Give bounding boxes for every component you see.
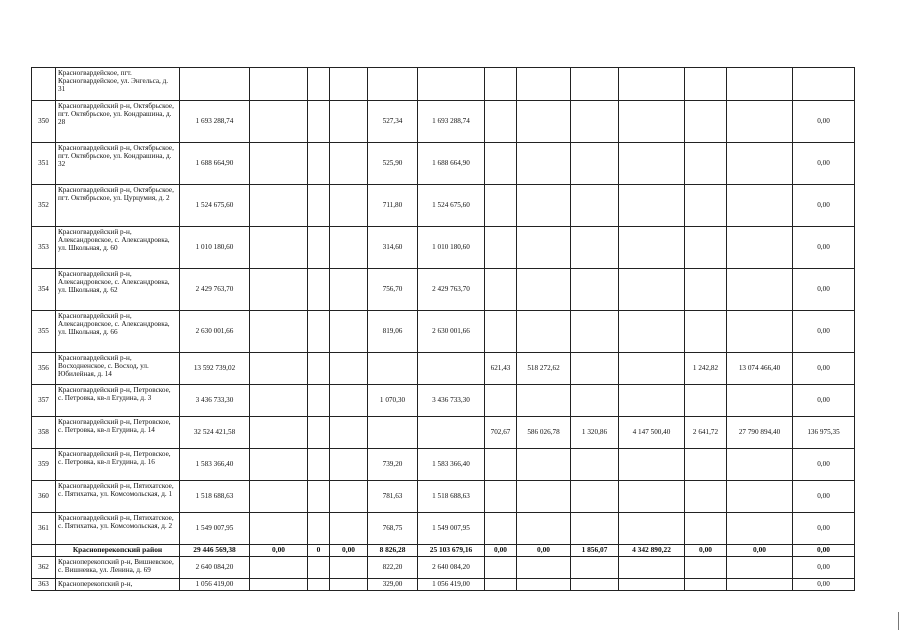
row-number-cell: 354 <box>32 269 56 311</box>
table-row <box>32 579 855 591</box>
value-cell-c4 <box>330 101 368 143</box>
value-cell-c7 <box>485 481 517 513</box>
value-cell-c10 <box>619 68 685 101</box>
value-cell-c4 <box>330 269 368 311</box>
value-cell-c2 <box>250 185 308 227</box>
value-cell-c12: 13 074 466,40 <box>727 353 793 385</box>
value-cell-c1: 1 688 664,90 <box>180 143 250 185</box>
value-cell-c2 <box>250 143 308 185</box>
address-cell: Красногвардейский р-н, Пятихатское, с. Пятихатка, ул. Комсомольская, д. 2 <box>56 513 180 545</box>
row-number-cell: 353 <box>32 227 56 269</box>
value-cell-c10 <box>619 269 685 311</box>
row-number-cell: 355 <box>32 311 56 353</box>
value-cell-c8: 586 026,78 <box>517 417 571 449</box>
address-cell: Красногвардейский р-н, Александровское, с. Александровка, ул. Школьная, д. 62 <box>56 269 180 311</box>
value-cell-c8 <box>517 185 571 227</box>
value-cell-c7 <box>485 385 517 417</box>
value-cell-c8 <box>517 385 571 417</box>
value-cell-c3 <box>308 143 330 185</box>
value-cell-c3 <box>308 101 330 143</box>
value-cell-c7 <box>485 143 517 185</box>
value-cell-c1: 32 524 421,58 <box>180 417 250 449</box>
value-cell-c3 <box>308 557 330 579</box>
value-cell-c1: 29 446 569,38 <box>180 545 250 557</box>
address-cell: Красногвардейский р-н, Октябрьское, пгт. Октябрьское, ул. Кондрашина, д. 32 <box>56 143 180 185</box>
value-cell-c13: 0,00 <box>793 385 855 417</box>
value-cell-c4 <box>330 185 368 227</box>
value-cell-c10: 4 342 890,22 <box>619 545 685 557</box>
value-cell-c9 <box>571 353 619 385</box>
value-cell-c13: 0,00 <box>793 481 855 513</box>
value-cell-c3 <box>308 311 330 353</box>
value-cell-c5: 822,20 <box>368 557 418 579</box>
value-cell-c5: 1 070,30 <box>368 385 418 417</box>
value-cell-c12 <box>727 101 793 143</box>
value-cell-c5: 711,80 <box>368 185 418 227</box>
value-cell-c8 <box>517 143 571 185</box>
value-cell-c9 <box>571 481 619 513</box>
value-cell-c4 <box>330 311 368 353</box>
value-cell-c12 <box>727 227 793 269</box>
value-cell-c1: 1 549 007,95 <box>180 513 250 545</box>
value-cell-c6: 1 688 664,90 <box>418 143 485 185</box>
value-cell-c12 <box>727 513 793 545</box>
value-cell-c7 <box>485 557 517 579</box>
value-cell-c13 <box>793 68 855 101</box>
table-row <box>32 311 855 353</box>
table-row <box>32 385 855 417</box>
value-cell-c2 <box>250 353 308 385</box>
value-cell-c6: 1 549 007,95 <box>418 513 485 545</box>
value-cell-c11 <box>685 579 727 591</box>
value-cell-c10 <box>619 353 685 385</box>
value-cell-c7: 702,67 <box>485 417 517 449</box>
address-cell: Красногвардейский р-н, Петровское, с. Петровка, кв-л Егудина, д. 16 <box>56 449 180 481</box>
value-cell-c6: 1 693 288,74 <box>418 101 485 143</box>
value-cell-c9 <box>571 68 619 101</box>
table-row <box>32 68 855 101</box>
value-cell-c6 <box>418 68 485 101</box>
value-cell-c2 <box>250 557 308 579</box>
value-cell-c3 <box>308 513 330 545</box>
table-row <box>32 557 855 579</box>
value-cell-c4 <box>330 353 368 385</box>
value-cell-c12 <box>727 68 793 101</box>
value-cell-c13: 0,00 <box>793 227 855 269</box>
value-cell-c1: 1 518 688,63 <box>180 481 250 513</box>
value-cell-c9 <box>571 101 619 143</box>
value-cell-c4 <box>330 385 368 417</box>
value-cell-c13: 0,00 <box>793 557 855 579</box>
value-cell-c1: 3 436 733,30 <box>180 385 250 417</box>
address-cell: Красногвардейский р-н, Пятихатское, с. Пятихатка, ул. Комсомольская, д. 1 <box>56 481 180 513</box>
value-cell-c5: 756,70 <box>368 269 418 311</box>
row-number-cell: 361 <box>32 513 56 545</box>
row-number-cell: 356 <box>32 353 56 385</box>
value-cell-c11 <box>685 269 727 311</box>
row-number-cell: 352 <box>32 185 56 227</box>
value-cell-c13: 0,00 <box>793 449 855 481</box>
value-cell-c5: 314,60 <box>368 227 418 269</box>
value-cell-c10 <box>619 557 685 579</box>
value-cell-c5: 527,34 <box>368 101 418 143</box>
value-cell-c7 <box>485 311 517 353</box>
address-cell: Красногвардейский р-н, Александровское, с. Александровка, ул. Школьная, д. 66 <box>56 311 180 353</box>
value-cell-c7 <box>485 513 517 545</box>
value-cell-c5: 739,20 <box>368 449 418 481</box>
row-number-cell: 362 <box>32 557 56 579</box>
table-row <box>32 143 855 185</box>
value-cell-c1: 1 056 419,00 <box>180 579 250 591</box>
value-cell-c7 <box>485 449 517 481</box>
value-cell-c12 <box>727 269 793 311</box>
row-number-cell: 351 <box>32 143 56 185</box>
value-cell-c3 <box>308 185 330 227</box>
value-cell-c7 <box>485 68 517 101</box>
value-cell-c13: 0,00 <box>793 311 855 353</box>
value-cell-c11 <box>685 311 727 353</box>
value-cell-c1: 2 630 001,66 <box>180 311 250 353</box>
value-cell-c6: 1 583 366,40 <box>418 449 485 481</box>
value-cell-c9 <box>571 557 619 579</box>
value-cell-c7 <box>485 185 517 227</box>
value-cell-c13: 0,00 <box>793 185 855 227</box>
value-cell-c13: 0,00 <box>793 101 855 143</box>
value-cell-c9: 1 320,86 <box>571 417 619 449</box>
value-cell-c4 <box>330 449 368 481</box>
value-cell-c4 <box>330 579 368 591</box>
value-cell-c5: 329,00 <box>368 579 418 591</box>
value-cell-c13: 136 975,35 <box>793 417 855 449</box>
table-row <box>32 353 855 385</box>
value-cell-c11 <box>685 481 727 513</box>
value-cell-c11 <box>685 101 727 143</box>
value-cell-c13: 0,00 <box>793 143 855 185</box>
table-row <box>32 513 855 545</box>
row-number-cell: 350 <box>32 101 56 143</box>
value-cell-c4 <box>330 513 368 545</box>
value-cell-c4 <box>330 557 368 579</box>
value-cell-c5 <box>368 417 418 449</box>
value-cell-c2 <box>250 481 308 513</box>
address-cell: Красногвардейский р-н, Октябрьское, пгт. Октябрьское, ул. Кондрашина, д. 28 <box>56 101 180 143</box>
value-cell-c9: 1 856,07 <box>571 545 619 557</box>
value-cell-c1: 2 640 084,20 <box>180 557 250 579</box>
value-cell-c9 <box>571 449 619 481</box>
value-cell-c8: 0,00 <box>517 545 571 557</box>
address-cell: Красногвардейский р-н, Александровское, с. Александровка, ул. Школьная, д. 60 <box>56 227 180 269</box>
row-number-cell: 359 <box>32 449 56 481</box>
value-cell-c13: 0,00 <box>793 353 855 385</box>
table-row <box>32 101 855 143</box>
value-cell-c7 <box>485 579 517 591</box>
value-cell-c2 <box>250 269 308 311</box>
value-cell-c6: 2 429 763,70 <box>418 269 485 311</box>
address-cell: Красноперекопский р-н, Вишневское, с. Вишневка, ул. Ленина, д. 69 <box>56 557 180 579</box>
value-cell-c2 <box>250 227 308 269</box>
value-cell-c7 <box>485 227 517 269</box>
address-cell: Красногвардейское, пгт. Красногвардейское, ул. Энгельса, д. 31 <box>56 68 180 101</box>
value-cell-c6: 1 518 688,63 <box>418 481 485 513</box>
value-cell-c6: 2 640 084,20 <box>418 557 485 579</box>
value-cell-c12 <box>727 311 793 353</box>
value-cell-c4 <box>330 143 368 185</box>
value-cell-c10 <box>619 185 685 227</box>
value-cell-c3 <box>308 68 330 101</box>
value-cell-c10 <box>619 227 685 269</box>
value-cell-c13: 0,00 <box>793 545 855 557</box>
value-cell-c11 <box>685 557 727 579</box>
value-cell-c1: 1 693 288,74 <box>180 101 250 143</box>
value-cell-c8 <box>517 557 571 579</box>
value-cell-c7 <box>485 269 517 311</box>
value-cell-c2 <box>250 101 308 143</box>
value-cell-c11 <box>685 385 727 417</box>
value-cell-c9 <box>571 185 619 227</box>
value-cell-c4 <box>330 227 368 269</box>
address-cell: Красногвардейский р-н, Восходненское, с. Восход, ул. Юбилейная, д. 14 <box>56 353 180 385</box>
value-cell-c11 <box>685 143 727 185</box>
value-cell-c10 <box>619 143 685 185</box>
value-cell-c2 <box>250 417 308 449</box>
value-cell-c3 <box>308 417 330 449</box>
buildings-table <box>31 67 855 591</box>
value-cell-c10 <box>619 449 685 481</box>
row-number-cell: 363 <box>32 579 56 591</box>
value-cell-c8 <box>517 481 571 513</box>
value-cell-c9 <box>571 579 619 591</box>
value-cell-c11: 2 641,72 <box>685 417 727 449</box>
value-cell-c2 <box>250 311 308 353</box>
value-cell-c5: 8 826,28 <box>368 545 418 557</box>
value-cell-c3 <box>308 227 330 269</box>
address-cell: Красногвардейский р-н, Петровское, с. Петровка, кв-л Егудина, д. 14 <box>56 417 180 449</box>
value-cell-c1: 1 010 180,60 <box>180 227 250 269</box>
value-cell-c6 <box>418 353 485 385</box>
value-cell-c11: 0,00 <box>685 545 727 557</box>
value-cell-c11 <box>685 513 727 545</box>
edge-mark <box>898 612 899 630</box>
value-cell-c8 <box>517 579 571 591</box>
value-cell-c2 <box>250 385 308 417</box>
value-cell-c2 <box>250 68 308 101</box>
table-row <box>32 185 855 227</box>
value-cell-c13: 0,00 <box>793 513 855 545</box>
value-cell-c8 <box>517 449 571 481</box>
value-cell-c12 <box>727 449 793 481</box>
value-cell-c3: 0 <box>308 545 330 557</box>
value-cell-c2 <box>250 579 308 591</box>
value-cell-c9 <box>571 269 619 311</box>
value-cell-c6: 1 056 419,00 <box>418 579 485 591</box>
value-cell-c6: 1 010 180,60 <box>418 227 485 269</box>
value-cell-c8 <box>517 101 571 143</box>
value-cell-c3 <box>308 353 330 385</box>
value-cell-c10 <box>619 579 685 591</box>
value-cell-c3 <box>308 579 330 591</box>
value-cell-c7: 0,00 <box>485 545 517 557</box>
value-cell-c9 <box>571 143 619 185</box>
value-cell-c12 <box>727 143 793 185</box>
row-number-cell: 360 <box>32 481 56 513</box>
value-cell-c12 <box>727 481 793 513</box>
value-cell-c4 <box>330 481 368 513</box>
district-total-row <box>32 545 855 557</box>
value-cell-c13: 0,00 <box>793 269 855 311</box>
value-cell-c6: 3 436 733,30 <box>418 385 485 417</box>
value-cell-c10 <box>619 311 685 353</box>
value-cell-c11 <box>685 449 727 481</box>
value-cell-c4 <box>330 68 368 101</box>
value-cell-c7 <box>485 101 517 143</box>
value-cell-c5 <box>368 353 418 385</box>
value-cell-c11 <box>685 227 727 269</box>
value-cell-c12 <box>727 185 793 227</box>
value-cell-c10 <box>619 385 685 417</box>
value-cell-c6: 2 630 001,66 <box>418 311 485 353</box>
value-cell-c5: 819,06 <box>368 311 418 353</box>
value-cell-c9 <box>571 385 619 417</box>
value-cell-c2 <box>250 513 308 545</box>
row-number-cell: 357 <box>32 385 56 417</box>
value-cell-c3 <box>308 449 330 481</box>
value-cell-c2: 0,00 <box>250 545 308 557</box>
value-cell-c9 <box>571 227 619 269</box>
row-number-cell: 358 <box>32 417 56 449</box>
value-cell-c8 <box>517 311 571 353</box>
document-sheet <box>31 67 855 591</box>
value-cell-c1 <box>180 68 250 101</box>
value-cell-c9 <box>571 513 619 545</box>
value-cell-c11 <box>685 185 727 227</box>
value-cell-c8 <box>517 68 571 101</box>
table-row <box>32 417 855 449</box>
value-cell-c11 <box>685 68 727 101</box>
value-cell-c10 <box>619 101 685 143</box>
value-cell-c12 <box>727 385 793 417</box>
value-cell-c13: 0,00 <box>793 579 855 591</box>
value-cell-c5 <box>368 68 418 101</box>
value-cell-c8 <box>517 513 571 545</box>
address-cell: Красногвардейский р-н, Октябрьское, пгт. Октябрьское, ул. Цурцумия, д. 2 <box>56 185 180 227</box>
address-cell: Красногвардейский р-н, Петровское, с. Петровка, кв-л Егудина, д. 3 <box>56 385 180 417</box>
value-cell-c4: 0,00 <box>330 545 368 557</box>
table-row <box>32 449 855 481</box>
value-cell-c3 <box>308 385 330 417</box>
table-row <box>32 227 855 269</box>
value-cell-c3 <box>308 481 330 513</box>
value-cell-c12 <box>727 557 793 579</box>
value-cell-c6: 1 524 675,60 <box>418 185 485 227</box>
value-cell-c1: 1 524 675,60 <box>180 185 250 227</box>
value-cell-c12 <box>727 579 793 591</box>
row-number-cell <box>32 68 56 101</box>
value-cell-c8 <box>517 227 571 269</box>
value-cell-c11: 1 242,82 <box>685 353 727 385</box>
value-cell-c9 <box>571 311 619 353</box>
value-cell-c1: 13 592 739,02 <box>180 353 250 385</box>
value-cell-c5: 525,90 <box>368 143 418 185</box>
value-cell-c5: 768,75 <box>368 513 418 545</box>
value-cell-c12: 0,00 <box>727 545 793 557</box>
value-cell-c4 <box>330 417 368 449</box>
table-row <box>32 481 855 513</box>
value-cell-c6: 25 103 679,16 <box>418 545 485 557</box>
value-cell-c6 <box>418 417 485 449</box>
value-cell-c3 <box>308 269 330 311</box>
value-cell-c1: 1 583 366,40 <box>180 449 250 481</box>
value-cell-c12: 27 790 894,40 <box>727 417 793 449</box>
value-cell-c8 <box>517 269 571 311</box>
value-cell-c8: 518 272,62 <box>517 353 571 385</box>
value-cell-c10: 4 147 500,40 <box>619 417 685 449</box>
value-cell-c5: 781,63 <box>368 481 418 513</box>
value-cell-c10 <box>619 513 685 545</box>
address-cell: Красноперекопский р-н, <box>56 579 180 591</box>
value-cell-c10 <box>619 481 685 513</box>
value-cell-c7: 621,43 <box>485 353 517 385</box>
table-row <box>32 269 855 311</box>
district-name-cell: Красноперекопский район <box>56 545 180 557</box>
row-number-cell <box>32 545 56 557</box>
value-cell-c2 <box>250 449 308 481</box>
value-cell-c1: 2 429 763,70 <box>180 269 250 311</box>
